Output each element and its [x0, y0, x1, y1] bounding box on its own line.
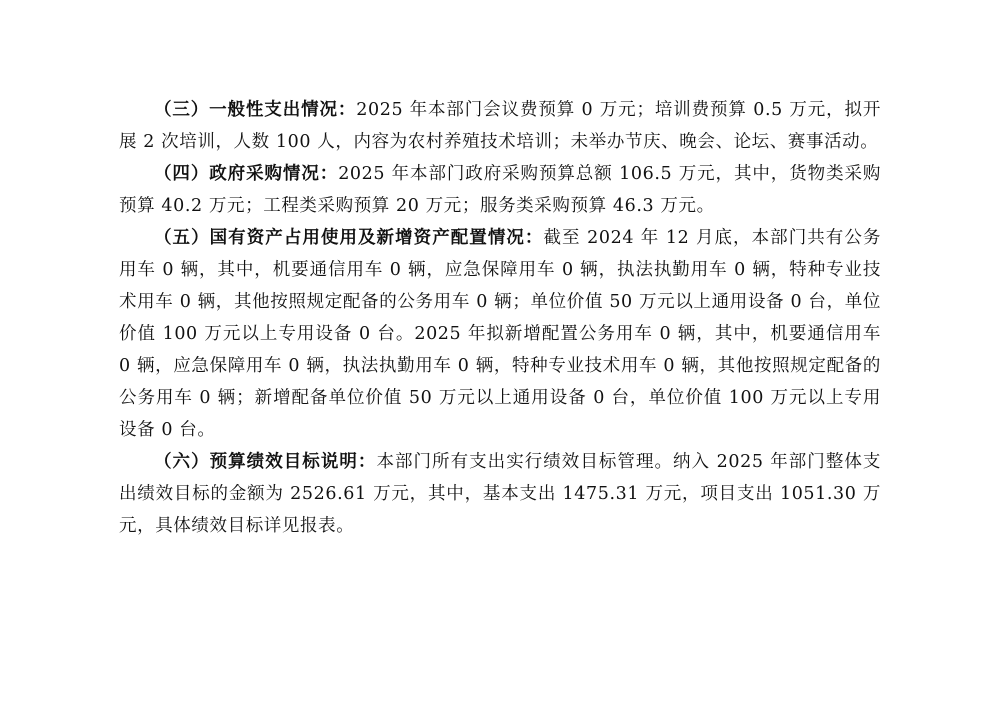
- paragraph-heading: （五）国有资产占用使用及新增资产配置情况：: [154, 228, 544, 248]
- paragraph-heading: （三）一般性支出情况：: [154, 100, 357, 120]
- paragraph-general-expenditure: [119, 94, 881, 158]
- paragraph-performance-goals: [119, 446, 881, 542]
- paragraph-text: 2025 年本部门会议费预算 0 万元；培训费预算 0.5 万元，拟开展 2 次培训，人数 100 人，内容为农村养殖技术培训；未举办节庆、晚会、论坛、赛事活动。: [119, 100, 881, 152]
- paragraph-heading: （六）预算绩效目标说明：: [154, 452, 377, 472]
- paragraph-heading: （四）政府采购情况：: [154, 164, 339, 184]
- document-body: [119, 94, 881, 542]
- paragraph-state-assets: [119, 222, 881, 446]
- paragraph-text: 2025 年本部门政府采购预算总额 106.5 万元，其中，货物类采购预算 40.2 万元；工程类采购预算 20 万元；服务类采购预算 46.3 万元。: [119, 164, 882, 216]
- paragraph-government-procurement: [119, 158, 881, 222]
- paragraph-text: 截至 2024 年 12 月底，本部门共有公务用车 0 辆，其中，机要通信用车 0 辆，应急保障用车 0 辆，执法执勤用车 0 辆，特种专业技术用车 0 辆，其他按照规定配备的公务用车 0 辆；单位价值 50 万元以上通用设备 0 台，单位价值 100 万元以上专用设备 0 台。2025 年拟新增配置公务用车 0 辆，其中，机要通信用车 0 辆，应急保障用车 0 辆，执法执勤用车 0 辆，特种专业技术用车 0 辆，其他按照规定配备的公务用车 0 辆；新增配备单位价值 50 万元以上通用设备 0 台，单位价值 100 万元以上专用设备 0 台。: [119, 228, 881, 440]
- paragraph-text: 本部门所有支出实行绩效目标管理。纳入 2025 年部门整体支出绩效目标的金额为 2526.61 万元，其中，基本支出 1475.31 万元，项目支出 1051.30 万元，具体绩效目标详见报表。: [119, 452, 881, 536]
